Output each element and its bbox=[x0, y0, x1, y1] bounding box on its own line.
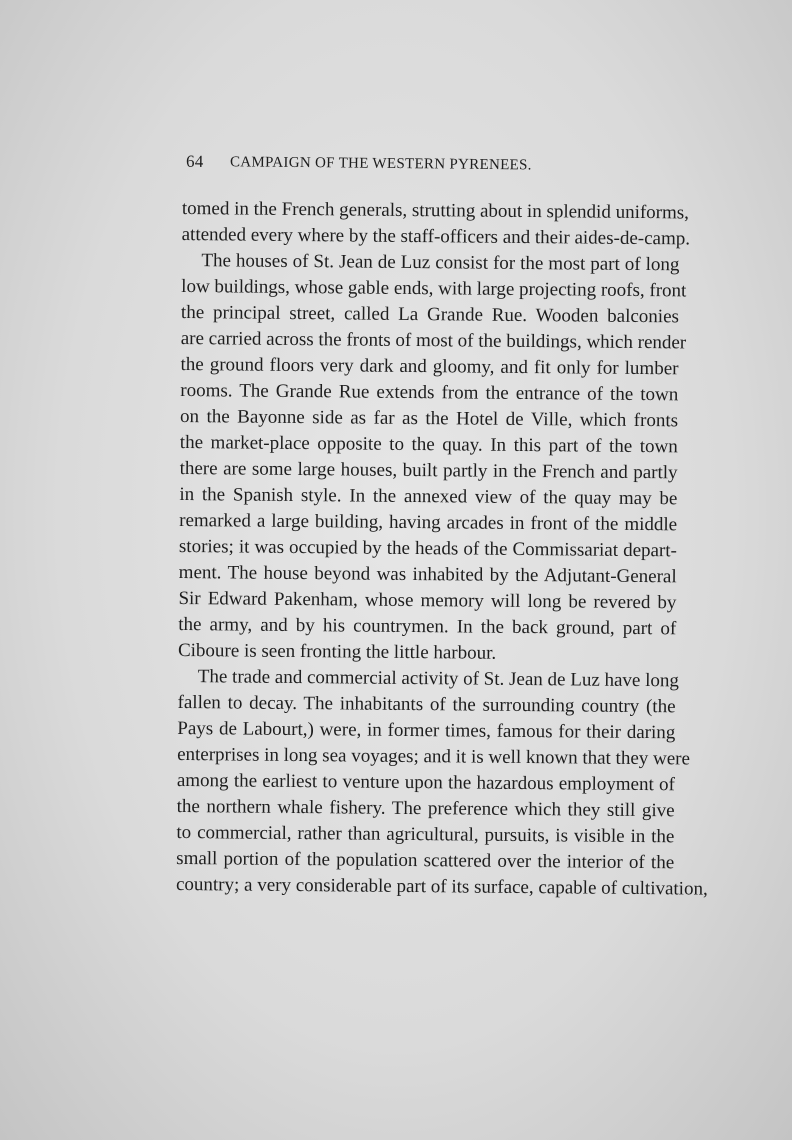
running-title: CAMPAIGN OF THE WESTERN PYRENEES. bbox=[229, 154, 532, 174]
text-line: to commercial, rather than agricultural, pursuits, is visible in the bbox=[176, 821, 675, 848]
text-line: The trade and commercial activity of St. Jean de Luz have long bbox=[197, 666, 680, 692]
text-line: Pays de Labourt,) were, in former times, famous for their daring bbox=[177, 717, 676, 744]
text-line: there are some large houses, built partly in the French and partly bbox=[179, 457, 678, 484]
text-line: small portion of the population scattered over the interior of the bbox=[176, 847, 675, 874]
text-line: rooms. The Grande Rue extends from the entrance of the town bbox=[180, 379, 679, 406]
text-line: the army, and by his countrymen. In the back ground, part of bbox=[178, 613, 677, 640]
text-line: the market-place opposite to the quay. In this part of the town bbox=[179, 431, 678, 458]
text-line: low buildings, whose gable ends, with large projecting roofs, front bbox=[181, 275, 687, 302]
text-line: ment. The house beyond was inhabited by the Adjutant-General bbox=[178, 561, 677, 588]
body-text bbox=[175, 196, 708, 902]
text-line: fallen to decay. The inhabitants of the surrounding country (the bbox=[177, 691, 676, 718]
text-line: Sir Edward Pakenham, whose memory will long be revered by bbox=[178, 587, 677, 614]
text-line: enterprises in long sea voyages; and it is well known that they were bbox=[177, 743, 691, 770]
text-line: among the earliest to venture upon the hazardous employment of bbox=[176, 769, 675, 796]
text-line: the northern whale fishery. The preference which they still give bbox=[176, 795, 675, 822]
text-line: remarked a large building, having arcades in front of the middle bbox=[179, 509, 678, 536]
text-line: attended every where by the staff-officers and their aides-de-camp. bbox=[181, 223, 691, 250]
page-number: 64 bbox=[185, 151, 204, 171]
text-line: tomed in the French generals, strutting about in splendid uniforms, bbox=[181, 197, 690, 224]
text-line: The houses of St. Jean de Luz consist for the most part of long bbox=[201, 250, 680, 276]
text-line: the principal street, called La Grande Rue. Wooden balconies bbox=[180, 301, 680, 328]
text-line: country; a very considerable part of its surface, capable of cultivation, bbox=[175, 873, 708, 900]
text-line: in the Spanish style. In the annexed view of the quay may be bbox=[179, 483, 678, 510]
text-line: the ground floors very dark and gloomy, and fit only for lumber bbox=[180, 353, 679, 380]
text-line: stories; it was occupied by the heads of the Commissariat depart- bbox=[178, 535, 678, 562]
text-line: on the Bayonne side as far as the Hotel de Ville, which fronts bbox=[179, 405, 679, 432]
page-header bbox=[186, 150, 606, 178]
text-line: are carried across the fronts of most of the buildings, which render bbox=[180, 327, 687, 354]
text-line: Ciboure is seen fronting the little harbour. bbox=[177, 639, 497, 664]
